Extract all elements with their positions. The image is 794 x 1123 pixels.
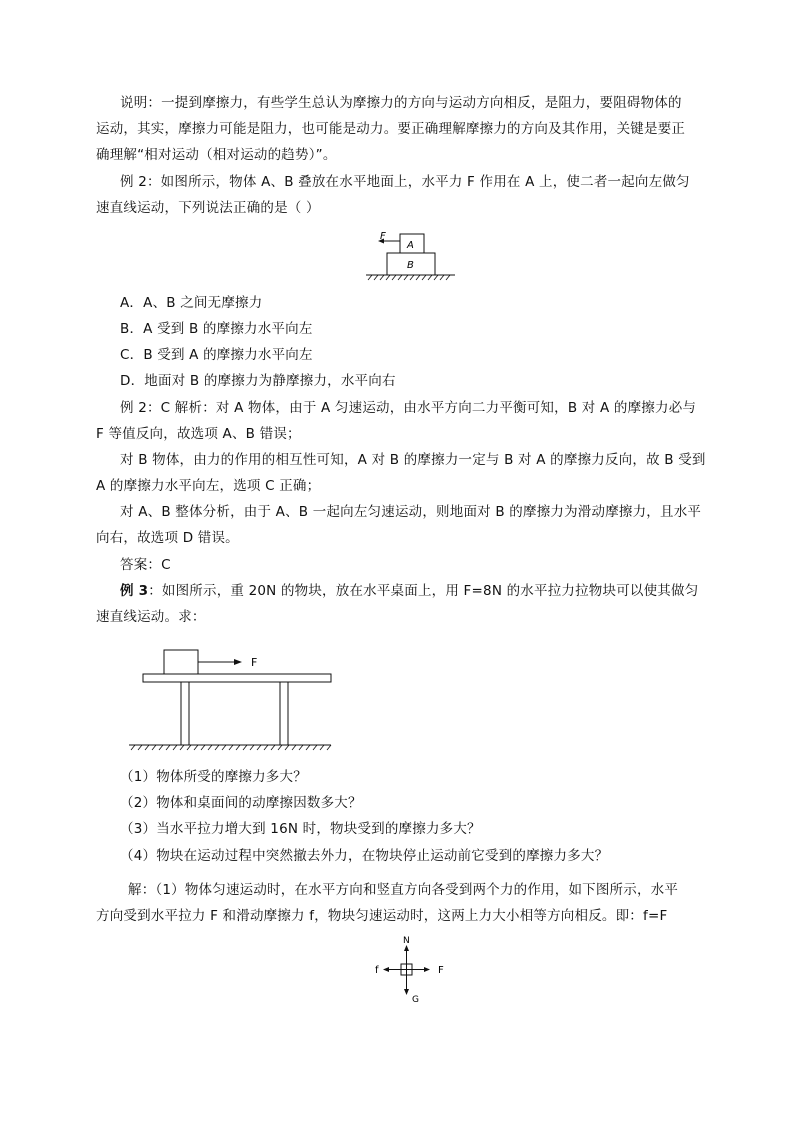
normal-force-label: N <box>403 936 410 946</box>
table-top <box>143 674 331 682</box>
intro-line-1: 说明：一提到摩擦力，有些学生总认为摩擦力的方向与运动方向相反，是阻力，要阻碍物体的 <box>120 95 682 111</box>
block-b-label: B <box>407 260 414 271</box>
analysis-line-3: 对 B 物体，由力的作用的相互性可知，A 对 B 的摩擦力一定与 B 对 A 的摩擦力反向，故 B 受到 <box>120 452 706 468</box>
example2-line-1: 例 2：如图所示，物体 A、B 叠放在水平地面上，水平力 F 作用在 A 上，使二者一起向左做匀 <box>120 174 690 190</box>
applied-force-arrowhead <box>424 967 430 972</box>
example3-line-1 <box>120 582 698 600</box>
option-c: C．B 受到 A 的摩擦力水平向左 <box>120 347 313 363</box>
example3-table-figure <box>126 645 336 755</box>
intro-line-3: 确理解“相对运动（相对运动的趋势）”。 <box>96 147 337 163</box>
example3-line-2: 速直线运动。求： <box>96 609 206 625</box>
example3-label: 例 3 <box>120 583 149 599</box>
force-label: F <box>380 231 386 242</box>
ground-hatching <box>368 275 450 280</box>
table-leg-right <box>280 682 288 745</box>
block-a-label: A <box>407 240 414 251</box>
example2-stacked-blocks-figure <box>360 228 460 286</box>
solution-line-1: 解：（1）物体匀速运动时，在水平方向和竖直方向各受到两个力的作用，如下图所示，水平 <box>128 882 679 898</box>
question-1: （1）物体所受的摩擦力多大？ <box>120 769 307 785</box>
example2-line-2: 速直线运动，下列说法正确的是（ ） <box>96 200 320 216</box>
intro-line-2: 运动，其实，摩擦力可能是阻力，也可能是动力。要正确理解摩擦力的方向及其作用，关键是要正 <box>96 121 686 137</box>
analysis-line-1: 例 2：C 解析：对 A 物体，由于 A 匀速运动，由水平方向二力平衡可知，B 对 A 的摩擦力必与 <box>120 400 697 416</box>
pull-force-label: F <box>251 656 258 669</box>
gravity-label: G <box>412 995 419 1005</box>
example2-answer: 答案：C <box>120 557 171 573</box>
friction-arrowhead <box>383 967 389 972</box>
option-d: D．地面对 B 的摩擦力为静摩擦力，水平向右 <box>120 373 396 389</box>
applied-force-label: F <box>438 965 444 976</box>
question-4: （4）物块在运动过程中突然撤去外力，在物块停止运动前它受到的摩擦力多大？ <box>120 848 609 864</box>
floor-hatching <box>131 745 331 750</box>
solution-line-2: 方向受到水平拉力 F 和滑动摩擦力 f，物块匀速运动时，这两上力大小相等方向相反。即：f=F <box>96 908 668 924</box>
pull-force-arrowhead <box>234 659 242 665</box>
option-a: A．A、B 之间无摩擦力 <box>120 295 263 311</box>
analysis-line-4: A 的摩擦力水平向左，选项 C 正确； <box>96 478 321 494</box>
example3-line-1-text: ：如图所示，重 20N 的物块，放在水平桌面上，用 F=8N 的水平拉力拉物块可以使其做匀 <box>148 583 699 599</box>
option-b: B．A 受到 B 的摩擦力水平向左 <box>120 321 313 337</box>
friction-label: f <box>375 965 379 976</box>
analysis-line-2: F 等值反向，故选项 A、B 错误； <box>96 426 301 442</box>
question-2: （2）物体和桌面间的动摩擦因数多大？ <box>120 795 362 811</box>
gravity-arrowhead <box>404 989 409 995</box>
analysis-line-5: 对 A、B 整体分析，由于 A、B 一起向左匀速运动，则地面对 B 的摩擦力为滑动摩擦力，且水平 <box>120 504 702 520</box>
table-leg-left <box>181 682 189 745</box>
block <box>164 650 198 674</box>
question-3: （3）当水平拉力增大到 16N 时，物块受到的摩擦力多大？ <box>120 821 481 837</box>
force-diagram <box>368 932 448 1006</box>
analysis-line-6: 向右，故选项 D 错误。 <box>96 530 239 546</box>
